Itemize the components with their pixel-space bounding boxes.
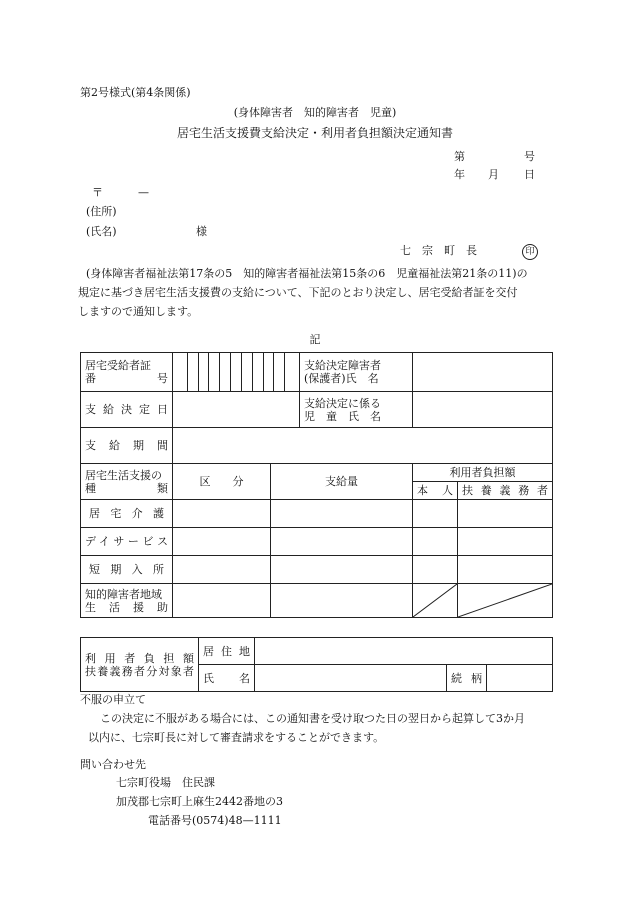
supporter-cell-struck [458,584,553,618]
doc-no-prefix: 第 [454,150,465,163]
category-cell[interactable] [173,500,271,528]
appeal-line: この決定に不服がある場合には、この通知書を受け取つた日の翌日から起算して3か月 [100,712,525,725]
ki-label: 記 [309,333,321,346]
seal-stamp: 印 [522,244,538,260]
type-label: 居宅生活支援の 種 類 [81,464,173,500]
period-value[interactable] [173,428,553,464]
table-row [81,584,553,618]
contact-address: 加茂郡七宗町上麻生2442番地の3 [116,795,283,808]
relation-value[interactable] [487,665,553,692]
table-row [81,556,553,584]
amount-cell[interactable] [271,556,413,584]
date-day: 日 [524,168,535,181]
doc-no-suffix: 号 [524,150,535,163]
decision-date-value[interactable] [173,392,300,428]
name-label-cell: 氏 名 [199,665,255,692]
recipient-no-digits[interactable] [173,353,300,392]
intro-paragraph [78,264,566,321]
category-cell[interactable] [173,556,271,584]
period-label: 支給期間 [81,428,173,464]
contact-heading: 問い合わせ先 [80,758,146,771]
self-cell[interactable] [413,500,458,528]
contact-office: 七宗町役場 住民課 [116,776,215,789]
appeal-heading: 不服の申立て [80,693,146,706]
supporter-target-label: 利用者負担額 扶養義務者分対象者 [81,638,199,692]
child-name-value[interactable] [413,392,553,428]
form-subtitle: (身体障害者 知的障害者 児童) [233,106,397,119]
intro-line: 規定に基づき居宅生活支援費の支給について、下記のとおり決定し、居宅受給者証を交付 [78,286,518,299]
form-number: 第2号様式(第4条関係) [80,86,191,99]
supporter-cell[interactable] [458,556,553,584]
self-cell[interactable] [413,528,458,556]
relation-label: 続柄 [447,665,487,692]
category-header: 区 分 [173,464,271,500]
table-header-row [81,464,553,482]
name-label: (氏名) [86,225,117,238]
self-cell[interactable] [413,556,458,584]
amount-cell[interactable] [271,528,413,556]
supporter-header: 扶養義務者 [458,482,553,500]
address-label: (住所) [86,205,117,218]
table-row [81,638,553,665]
amount-cell[interactable] [271,500,413,528]
postal-dash: — [138,186,149,199]
self-cell-struck [413,584,458,618]
service-type: 短期入所 [81,556,173,584]
service-type: 居宅介護 [81,500,173,528]
self-header: 本 人 [413,482,458,500]
decided-person-value[interactable] [413,353,553,392]
decided-person-label: 支給決定障害者 (保護者)氏 名 [300,353,413,392]
table-row [81,428,553,464]
supporter-cell[interactable] [458,500,553,528]
amount-header: 支給量 [271,464,413,500]
residence-label: 居住地 [199,638,255,665]
contact-phone: 電話番号(0574)48—1111 [148,814,282,827]
appeal-line: 以内に、七宗町長に対して審査請求をすることができます。 [88,731,385,744]
residence-value[interactable] [255,638,553,665]
service-type: デイサービス [81,528,173,556]
postal-mark: 〒 [92,186,103,199]
amount-cell[interactable] [271,584,413,618]
decision-date-label: 支給決定日 [81,392,173,428]
supporter-table [80,637,553,692]
table-row [81,392,553,428]
intro-line: しますので通知します。 [78,305,199,318]
supporter-cell[interactable] [458,528,553,556]
table-row [81,528,553,556]
intro-line: (身体障害者福祉法第17条の5 知的障害者福祉法第15条の6 児童福祉法第21条の11)の [86,267,528,280]
date-month: 月 [488,168,499,181]
category-cell[interactable] [173,584,271,618]
burden-header: 利用者負担額 [413,464,553,482]
form-title: 居宅生活支援費支給決定・利用者負担額決定通知書 [176,126,453,140]
recipient-no-label: 居宅受給者証 番 号 [81,353,173,392]
benefit-table [80,352,553,618]
sama-label: 様 [196,225,207,238]
issuer: 七 宗 町 長 [400,244,477,257]
date-year: 年 [454,168,465,181]
table-row [81,353,553,392]
name-value[interactable] [255,665,447,692]
category-cell[interactable] [173,528,271,556]
service-type: 知的障害者地域 生活援助 [81,584,173,618]
child-name-label: 支給決定に係る 児 童 氏 名 [300,392,413,428]
table-row [81,500,553,528]
